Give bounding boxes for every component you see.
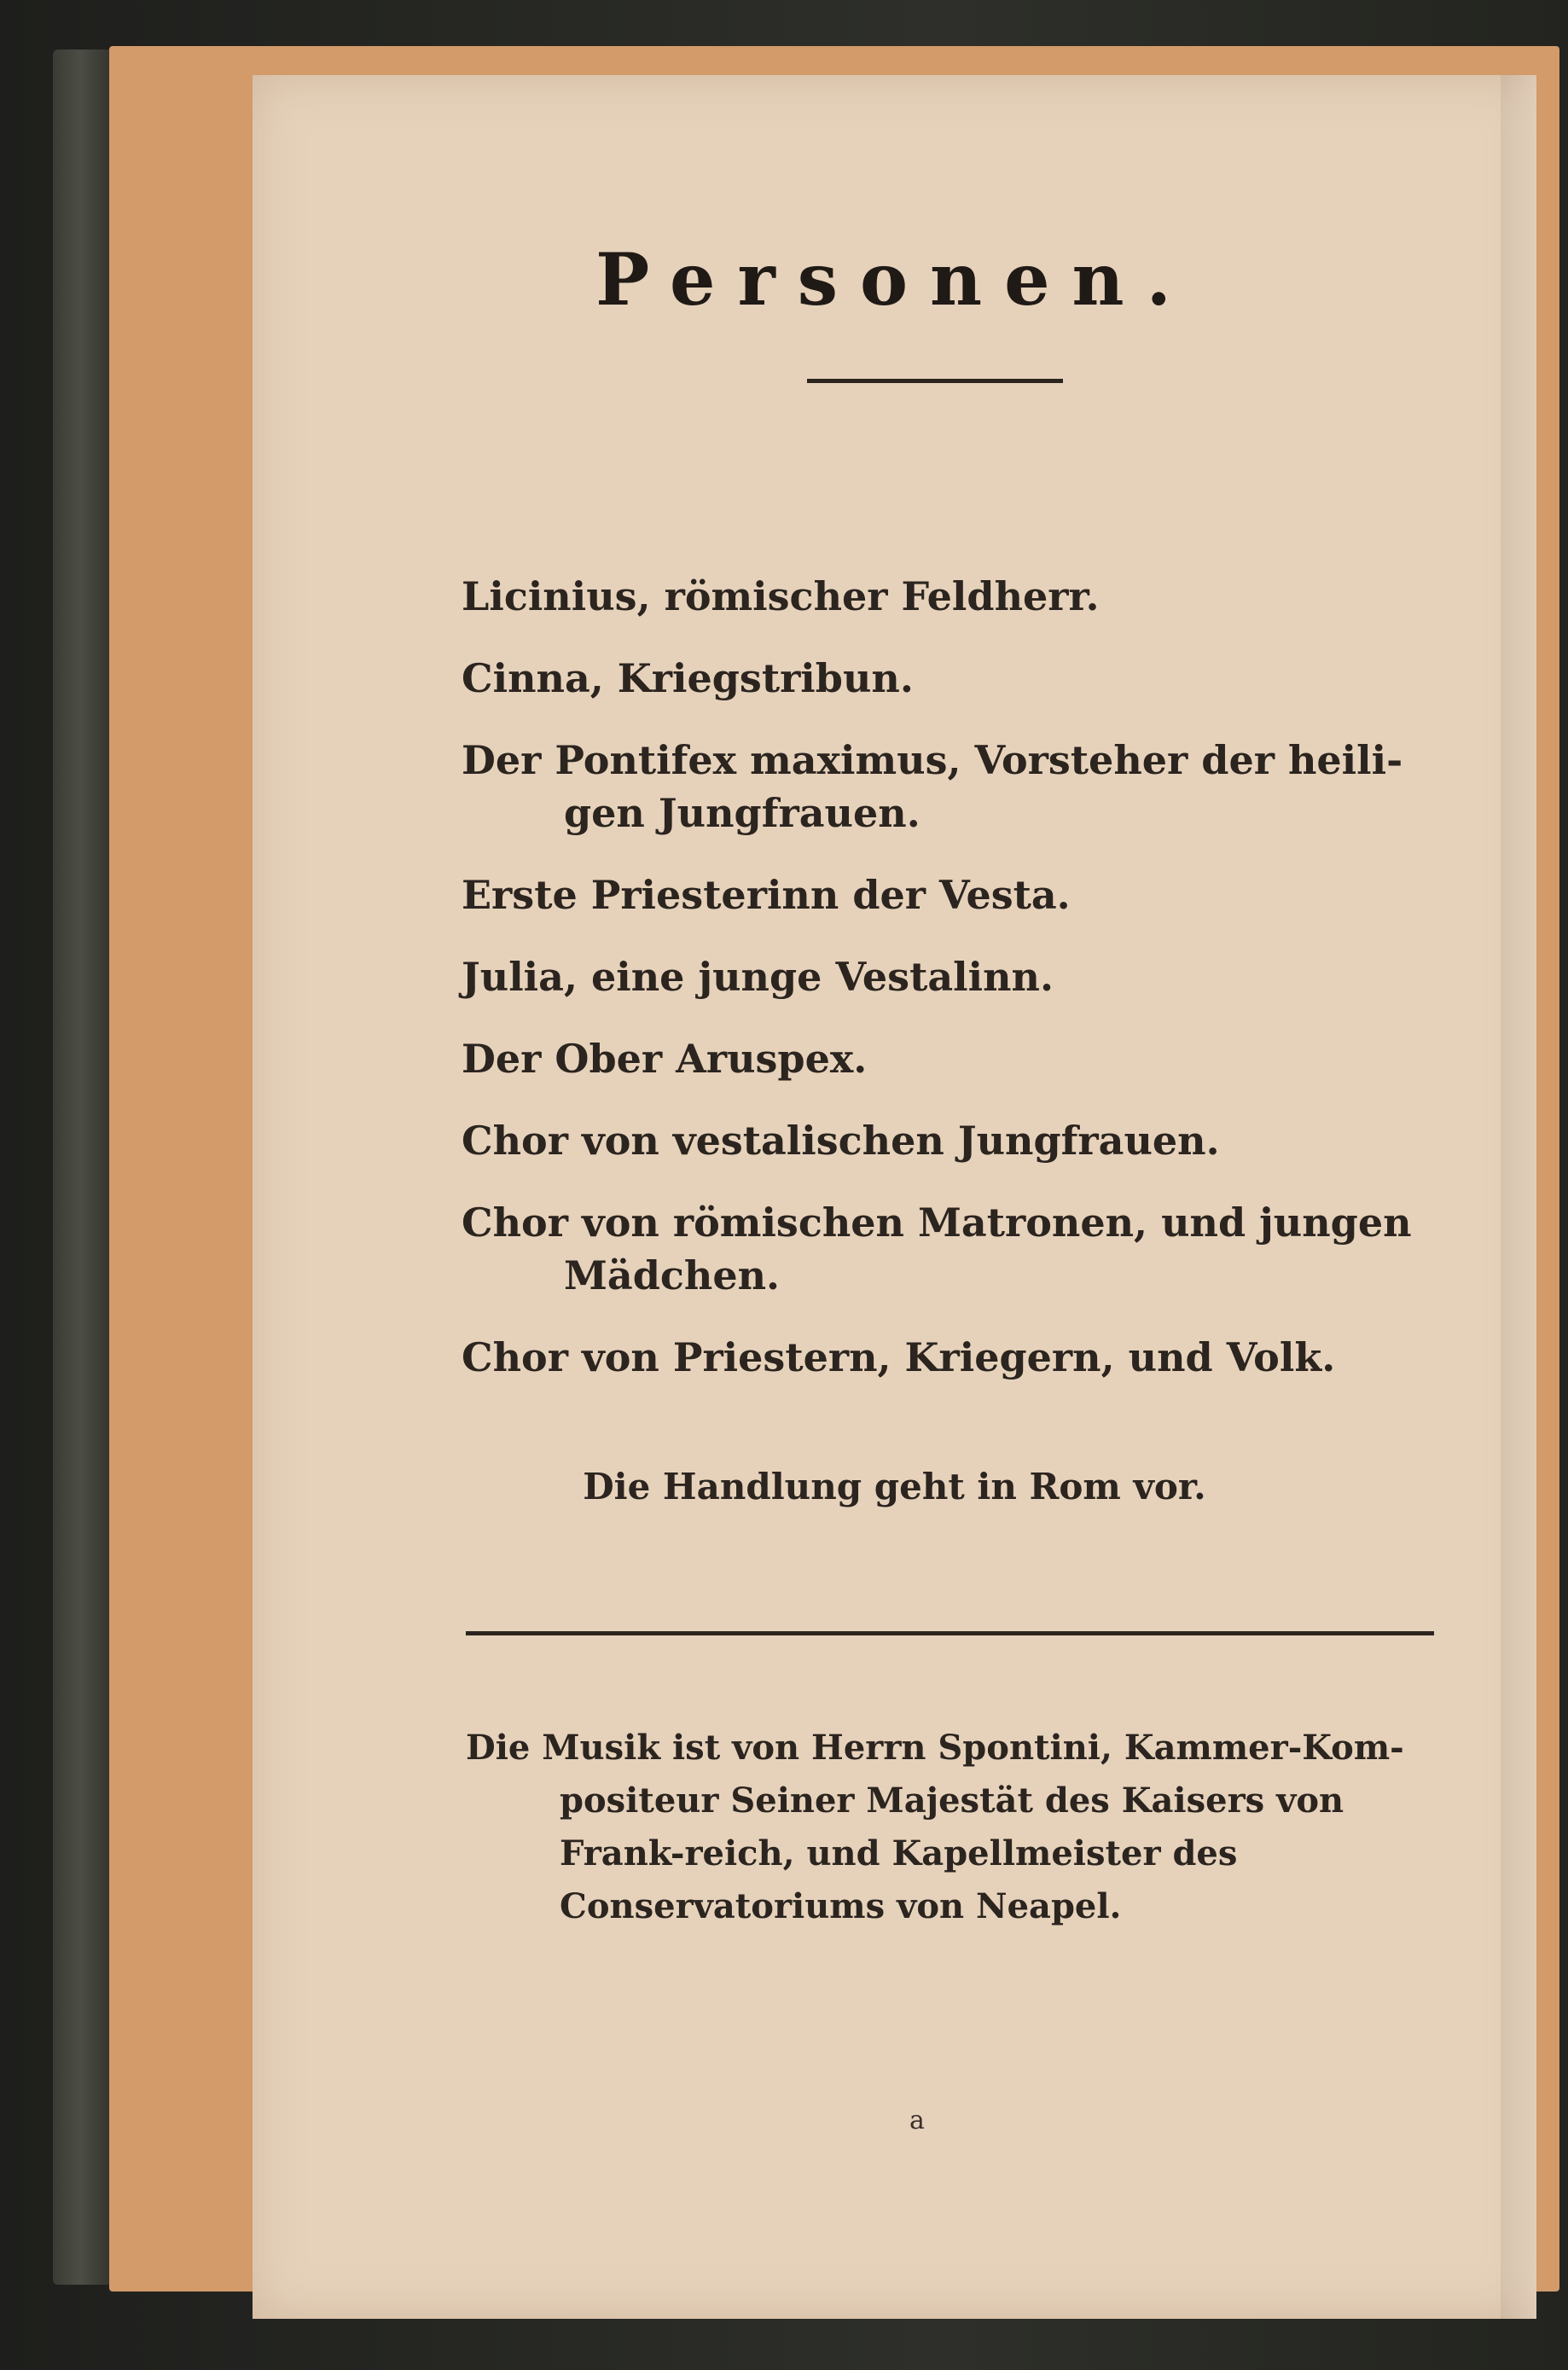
music-note-first-line: Die Musik ist von Herrn Spontini, Kammer-Kom- <box>466 1728 1404 1768</box>
person-entry <box>462 570 1443 623</box>
book-page <box>253 75 1536 2319</box>
person-text: Erste Priesterinn der Vesta. <box>462 872 1071 918</box>
person-entry <box>462 1196 1443 1302</box>
person-entry <box>462 1331 1443 1384</box>
music-note <box>466 1722 1434 1933</box>
person-text: Julia, eine junge Vestalinn. <box>462 954 1054 1000</box>
person-text: Chor von römischen Matronen, und jungen <box>462 1200 1412 1246</box>
signature-mark: a <box>909 2106 925 2135</box>
person-entry <box>462 734 1443 839</box>
music-note-rest: positeur Seiner Majestät des Kaisers von Frank-reich, und Kapellmeister des Conservatoriums von Neapel. <box>560 1780 1344 1926</box>
person-entry <box>462 1114 1443 1167</box>
person-entry <box>462 1032 1443 1085</box>
person-text: Der Ober Aruspex. <box>462 1036 868 1082</box>
person-text: Cinna, Kriegstribun. <box>462 655 914 701</box>
person-entry <box>462 868 1443 921</box>
person-text: Licinius, römischer Feldherr. <box>462 573 1100 619</box>
setting-line: Die Handlung geht in Rom vor. <box>583 1466 1206 1507</box>
dramatis-personae-list <box>462 570 1443 1413</box>
person-continuation: gen Jungfrauen. <box>564 790 920 836</box>
person-entry <box>462 652 1443 705</box>
person-text: Chor von Priestern, Kriegern, und Volk. <box>462 1334 1336 1380</box>
person-entry <box>462 950 1443 1003</box>
section-divider <box>466 1631 1434 1635</box>
person-continuation: Mädchen. <box>564 1252 781 1298</box>
page-content <box>253 75 1536 2319</box>
page-title: Personen. <box>595 237 1193 322</box>
person-text: Chor von vestalischen Jungfrauen. <box>462 1118 1220 1164</box>
title-rule <box>807 379 1063 383</box>
person-text: Der Pontifex maximus, Vorsteher der heili- <box>462 737 1403 783</box>
